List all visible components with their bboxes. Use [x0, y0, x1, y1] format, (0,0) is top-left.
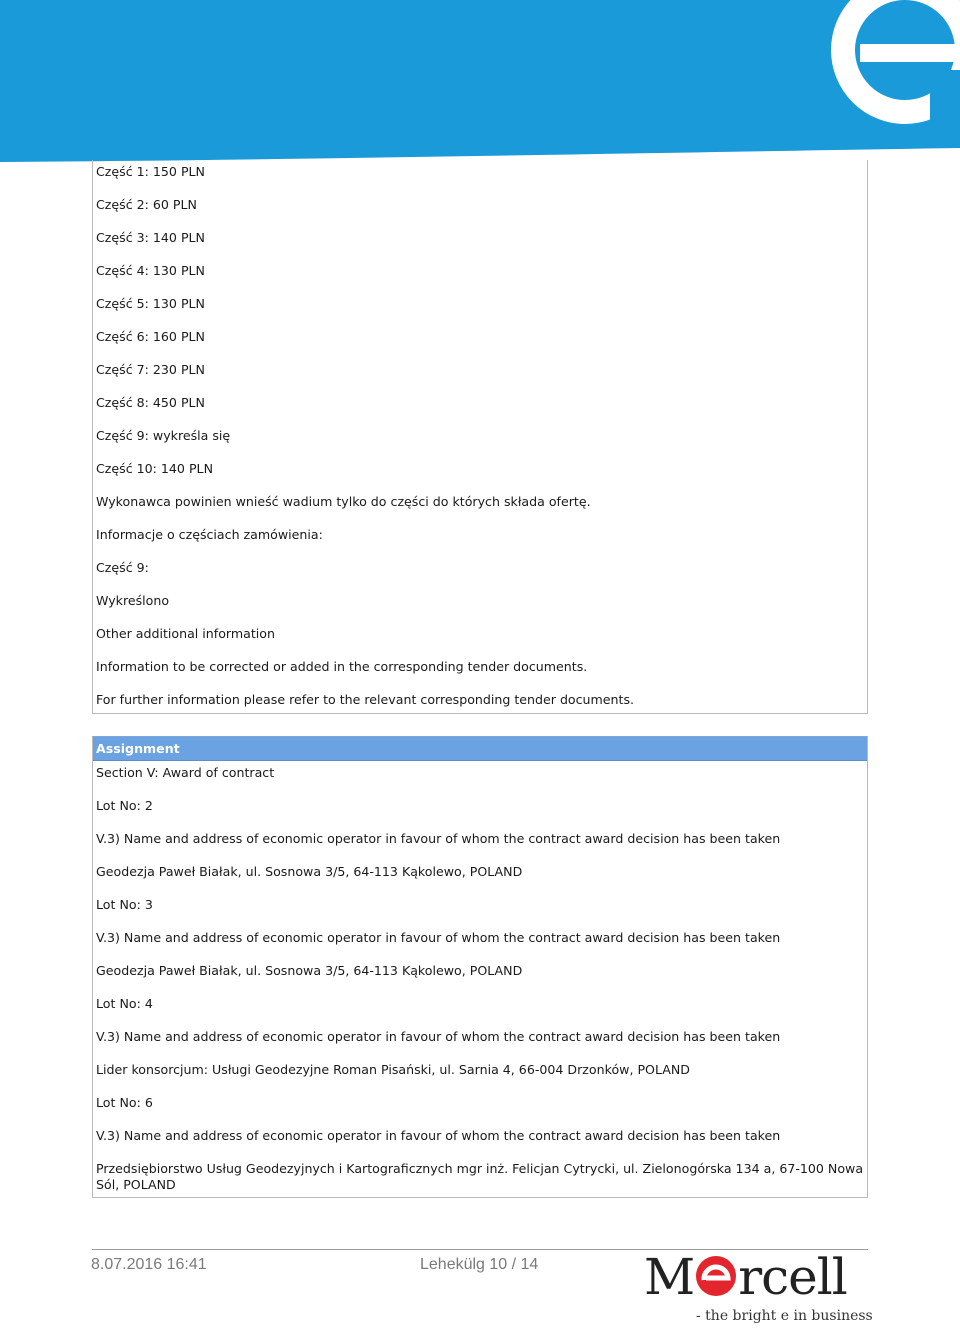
footer-datetime: 8.07.2016 16:41 — [91, 1256, 207, 1273]
lot-number: Lot No: 2 — [96, 798, 153, 813]
notice-line: Wykonawca powinien wnieść wadium tylko do części do których składa ofertę. — [96, 494, 591, 509]
marcell-logo — [644, 1250, 847, 1304]
notice-line: Informacje o częściach zamówienia: — [96, 527, 323, 542]
award-question: V.3) Name and address of economic operator in favour of whom the contract award decision has been taken — [96, 1029, 781, 1044]
lot-number: Lot No: 6 — [96, 1095, 153, 1110]
assignment-header: Assignment — [93, 737, 867, 761]
award-question: V.3) Name and address of economic operator in favour of whom the contract award decision has been taken — [96, 930, 781, 945]
header-banner-graphic — [0, 0, 960, 170]
logo-text-left: M — [644, 1248, 695, 1306]
notice-line: Część 1: 150 PLN — [96, 164, 205, 179]
lot-number: Lot No: 3 — [96, 897, 153, 912]
notice-line: Część 8: 450 PLN — [96, 395, 205, 410]
logo-text-right: rcell — [738, 1248, 847, 1306]
notice-line: Część 9: — [96, 560, 149, 575]
award-winner: Lider konsorcjum: Usługi Geodezyjne Roman Pisański, ul. Sarnia 4, 66-004 Drzonków, POLAND — [96, 1062, 690, 1077]
logo-e-icon — [696, 1256, 736, 1296]
notice-line: Wykreślono — [96, 593, 170, 608]
notice-line: Część 7: 230 PLN — [96, 362, 205, 377]
award-winner: Geodezja Paweł Białak, ul. Sosnowa 3/5, 64-113 Kąkolewo, POLAND — [96, 864, 523, 879]
footer-page-number: Lehekülg 10 / 14 — [420, 1256, 539, 1273]
notice-line: Other additional information — [96, 626, 275, 641]
award-winner: Geodezja Paweł Białak, ul. Sosnowa 3/5, 64-113 Kąkolewo, POLAND — [96, 963, 523, 978]
notice-line: Część 2: 60 PLN — [96, 197, 197, 212]
notice-line: Część 9: wykreśla się — [96, 428, 231, 443]
notice-line: Część 10: 140 PLN — [96, 461, 213, 476]
award-question: V.3) Name and address of economic operator in favour of whom the contract award decision has been taken — [96, 831, 781, 846]
notice-line: For further information please refer to the relevant corresponding tender documents. — [96, 692, 635, 707]
award-question: V.3) Name and address of economic operator in favour of whom the contract award decision has been taken — [96, 1128, 781, 1143]
notice-line: Część 6: 160 PLN — [96, 329, 205, 344]
notice-line: Część 3: 140 PLN — [96, 230, 205, 245]
lot-number: Lot No: 4 — [96, 996, 153, 1011]
award-winner: Przedsiębiorstwo Usług Geodezyjnych i Kartograficznych mgr inż. Felicjan Cytrycki, ul. Zielonogórska 134 a, 67-100 Nowa Sól, POLAND — [96, 1161, 864, 1192]
section-title: Section V: Award of contract — [96, 765, 275, 780]
logo-tagline: - the bright e in business — [696, 1308, 873, 1324]
notice-line: Część 5: 130 PLN — [96, 296, 205, 311]
header-banner — [0, 0, 960, 170]
notice-line: Część 4: 130 PLN — [96, 263, 205, 278]
notice-line: Information to be corrected or added in the corresponding tender documents. — [96, 659, 588, 674]
